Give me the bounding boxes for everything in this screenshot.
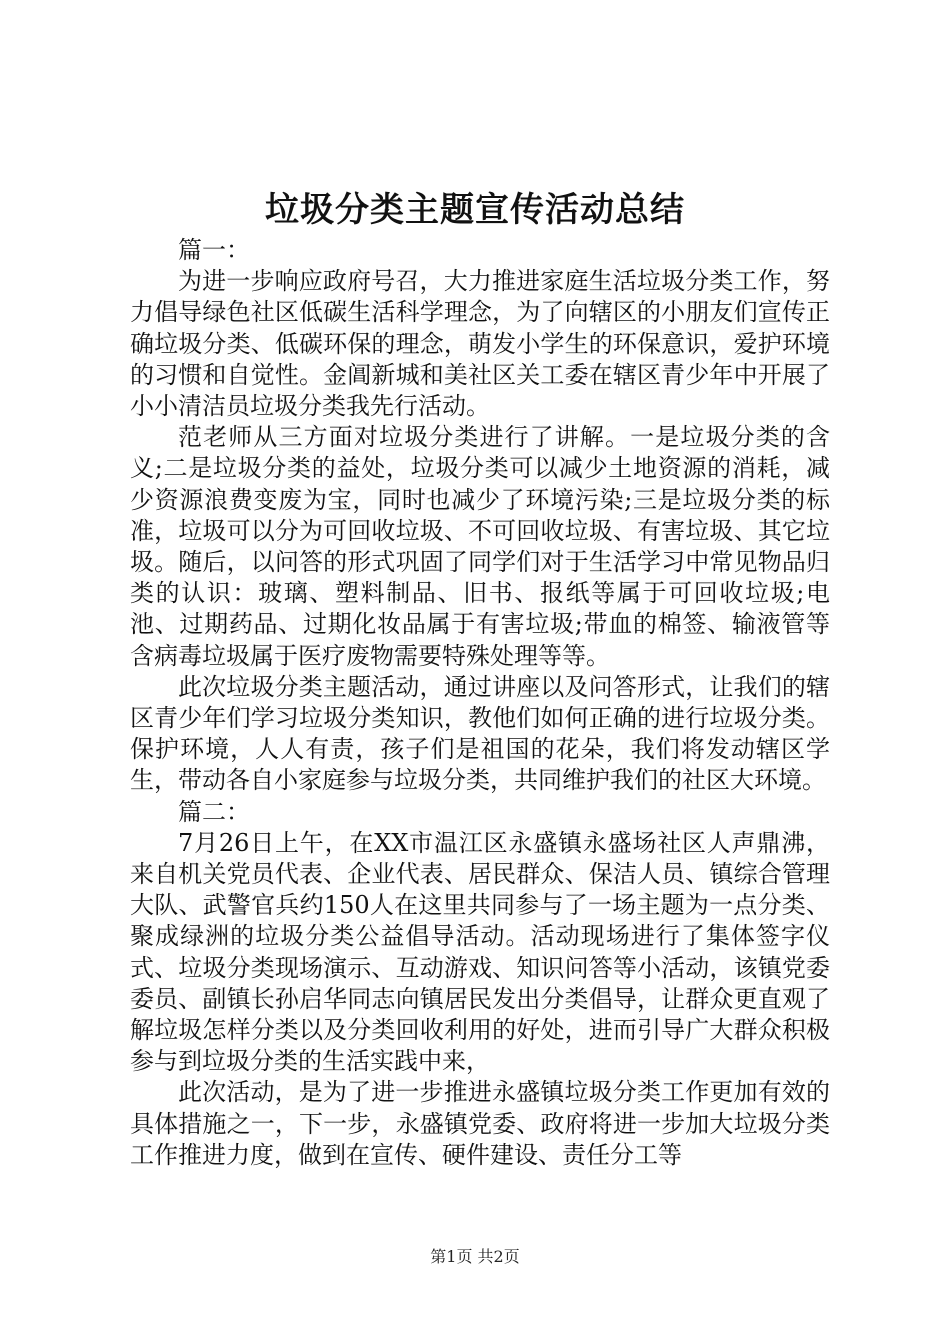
- page-footer: 第1页 共2页: [430, 1247, 520, 1266]
- section-heading: 篇二：: [178, 797, 250, 826]
- paragraph: 此次垃圾分类主题活动，通过讲座以及问答形式，让我们的辖区青少年们学习垃圾分类知识，教他们如何正确的进行垃圾分类。保护环境，人人有责，孩子们是祖国的花朵，我们将发动辖区学生，带动各自小家庭参与垃圾分类，共同维护我们的社区大环境。: [130, 672, 830, 795]
- paragraph: 7月26日上午，在XX市温江区永盛镇永盛场社区人声鼎沸，来自机关党员代表、企业代表、居民群众、保洁人员、镇综合管理大队、武警官兵约150人在这里共同参与了一场主题为一点分类、聚成绿洲的垃圾分类公益倡导活动。活动现场进行了集体签字仪式、垃圾分类现场演示、互动游戏、知识问答等小活动，该镇党委委员、副镇长孙启华同志向镇居民发出分类倡导，让群众更直观了解垃圾怎样分类以及分类回收利用的好处，进而引导广大群众积极参与到垃圾分类的生活实践中来，: [130, 828, 830, 1076]
- section-heading: 篇一：: [178, 236, 250, 264]
- document-body: [130, 235, 830, 1171]
- paragraph: 此次活动，是为了进一步推进永盛镇垃圾分类工作更加有效的具体措施之一，下一步，永盛镇党委、政府将进一步加大垃圾分类工作推进力度，做到在宣传、硬件建设、责任分工等: [130, 1078, 830, 1169]
- paragraph: 范老师从三方面对垃圾分类进行了讲解。一是垃圾分类的含义;二是垃圾分类的益处，垃圾分类可以减少土地资源的消耗，减少资源浪费变废为宝，同时也减少了环境污染;三是垃圾分类的标准，垃圾可以分为可回收垃圾、不可回收垃圾、有害垃圾、其它垃圾。随后，以问答的形式巩固了同学们对于生活学习中常见物品归类的认识：玻璃、塑料制品、旧书、报纸等属于可回收垃圾;电池、过期药品、过期化妆品属于有害垃圾;带血的棉签、输液管等含病毒垃圾属于医疗废物需要特殊处理等等。: [130, 423, 830, 670]
- document-title: 垃圾分类主题宣传活动总结: [265, 190, 685, 230]
- paragraph: 为进一步响应政府号召，大力推进家庭生活垃圾分类工作，努力倡导绿色社区低碳生活科学理念，为了向辖区的小朋友们宣传正确垃圾分类、低碳环保的理念，萌发小学生的环保意识，爱护环境的习惯和自觉性。金阊新城和美社区关工委在辖区青少年中开展了小小清洁员垃圾分类我先行活动。: [130, 267, 830, 421]
